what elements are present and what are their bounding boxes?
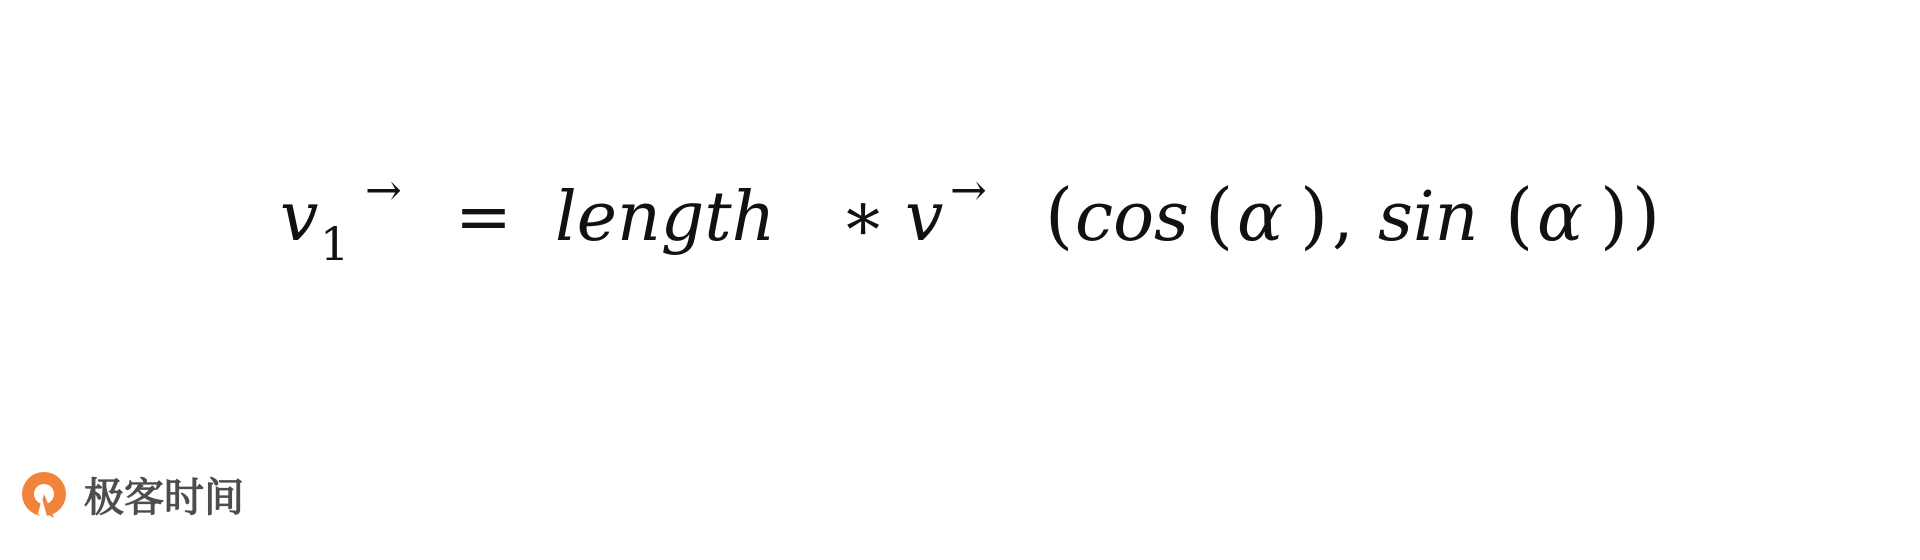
brand-logo (20, 468, 280, 528)
v-symbol: v (905, 178, 944, 257)
formula-svg (0, 160, 1920, 280)
comma: , (1332, 178, 1354, 257)
formula (0, 160, 1920, 280)
v1-subscript: 1 (320, 217, 350, 271)
sin-function: sin (1378, 178, 1479, 257)
open-paren-sin: ( (1505, 173, 1534, 257)
close-paren-sin: ) (1600, 173, 1629, 257)
open-paren-outer: ( (1045, 173, 1074, 257)
length-word: length (555, 178, 776, 257)
open-paren-cos: ( (1205, 173, 1234, 257)
close-paren-cos: ) (1300, 173, 1329, 257)
v-arrow: → (950, 165, 987, 216)
alpha-cos: α (1237, 178, 1283, 257)
geektime-logo-icon (20, 468, 76, 528)
brand-name: 极客时间 (84, 475, 244, 521)
equals-sign: = (455, 178, 512, 257)
v1-symbol: v (280, 178, 319, 257)
v1-arrow: → (365, 165, 402, 216)
alpha-sin: α (1537, 178, 1583, 257)
times-operator: ∗ (840, 178, 887, 257)
cos-function: cos (1075, 178, 1189, 257)
close-paren-outer: ) (1632, 173, 1661, 257)
